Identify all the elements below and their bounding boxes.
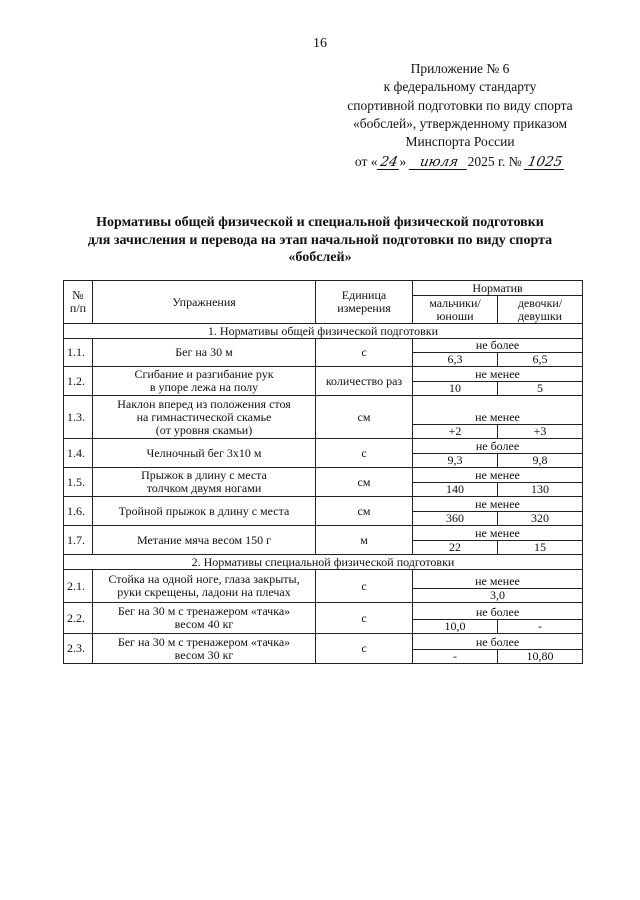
header-boys: мальчики/ юноши <box>413 296 498 324</box>
exercise-cell <box>93 339 316 367</box>
exercise-line: Метание мяча весом 150 г <box>136 532 272 547</box>
page-number: 16 <box>313 36 327 51</box>
exercise-line: Стойка на одной ноге, глаза закрыты, <box>108 572 300 586</box>
norm-boys-value: +2 <box>413 425 498 439</box>
exercise-line: Бег на 30 м <box>175 345 233 359</box>
title-line: Нормативы общей физической и специальной физической подготовки <box>96 215 544 230</box>
norm-girls-value: 15 <box>498 541 583 555</box>
norm-value: 3,0 <box>413 589 583 603</box>
exercise-cell <box>93 603 316 634</box>
row-number: 2.1. <box>64 570 93 603</box>
row-number: 1.5. <box>64 468 93 497</box>
norm-boys-value: 6,3 <box>413 353 498 367</box>
norms-table <box>63 280 583 664</box>
exercise-line: Наклон вперед из положения стоя <box>117 396 291 411</box>
table-row <box>64 396 583 425</box>
norm-boys-value: - <box>413 650 498 664</box>
title-line: «бобслей» <box>288 250 352 265</box>
norm-boys-value: 360 <box>413 512 498 526</box>
exercise-line: руки скрещены, ладони на плечах <box>117 585 291 599</box>
table-row <box>64 570 583 589</box>
appendix-line: к федеральному стандарту <box>383 79 537 95</box>
norm-girls-value: 5 <box>498 382 583 396</box>
row-number: 1.7. <box>64 526 93 555</box>
norm-girls-value: 9,8 <box>498 454 583 468</box>
norm-girls-value: +3 <box>498 425 583 439</box>
order-date-line <box>340 153 580 171</box>
table-row <box>64 439 583 454</box>
header-norm: Норматив <box>413 281 583 296</box>
table-row <box>64 526 583 541</box>
appendix-block <box>340 60 580 172</box>
row-number: 1.1. <box>64 339 93 367</box>
exercise-cell <box>93 570 316 603</box>
unit-cell: с <box>316 634 413 664</box>
table-row <box>64 468 583 483</box>
norm-boys-value: 140 <box>413 483 498 497</box>
limit-cell: не более <box>413 339 583 353</box>
unit-cell: с <box>316 339 413 367</box>
norm-boys-value: 9,3 <box>413 454 498 468</box>
norm-boys-value: 10 <box>413 382 498 396</box>
exercise-line: толчком двумя ногами <box>146 481 262 495</box>
section-title: 1. Нормативы общей физической подготовки <box>64 324 583 339</box>
row-number: 1.3. <box>64 396 93 439</box>
norm-girls-value: - <box>498 620 583 634</box>
unit-cell: см <box>316 497 413 526</box>
limit-cell: не менее <box>413 570 583 589</box>
table-row <box>64 367 583 382</box>
exercise-line: Прыжок в длину с места <box>141 468 267 482</box>
row-number: 1.6. <box>64 497 93 526</box>
appendix-line: спортивной подготовки по виду спорта <box>347 97 573 113</box>
document-title <box>60 214 580 267</box>
exercise-line: в упоре лежа на полу <box>149 380 259 394</box>
unit-cell: м <box>316 526 413 555</box>
row-number: 2.2. <box>64 603 93 634</box>
section-row <box>64 324 583 339</box>
unit-cell: количество раз <box>316 367 413 396</box>
row-number: 1.4. <box>64 439 93 468</box>
exercise-line: (от уровня скамьи) <box>155 422 253 437</box>
limit-cell: не менее <box>413 367 583 382</box>
exercise-cell <box>93 439 316 468</box>
table-header-row <box>64 281 583 296</box>
norm-girls-value: 320 <box>498 512 583 526</box>
exercise-line: Бег на 30 м с тренажером «тачка» <box>117 634 291 649</box>
limit-cell: не более <box>413 439 583 454</box>
header-girls: девочки/ девушки <box>498 296 583 324</box>
limit-cell: не более <box>413 634 583 650</box>
handwritten-day: 24 <box>376 155 401 170</box>
norm-boys-value: 22 <box>413 541 498 555</box>
norm-boys-value: 10,0 <box>413 620 498 634</box>
appendix-line: Минспорта России <box>405 134 515 150</box>
exercise-line: Челночный бег 3х10 м <box>146 445 262 460</box>
exercise-cell <box>93 634 316 664</box>
handwritten-month: июля <box>408 155 469 170</box>
limit-cell: не менее <box>413 396 583 425</box>
title-line: для зачисления и перевода на этап начальной подготовки по виду спорта <box>87 232 553 248</box>
section-title: 2. Нормативы специальной физической подготовки <box>64 555 583 570</box>
date-day-close: » <box>399 154 407 170</box>
date-year: 2025 г. № <box>467 154 522 170</box>
exercise-line: Тройной прыжок в длину с места <box>118 503 290 518</box>
header-no: № п/п <box>64 281 93 324</box>
table-row <box>64 339 583 353</box>
unit-cell: с <box>316 439 413 468</box>
exercise-cell <box>93 396 316 439</box>
exercise-line: на гимнастической скамье <box>136 409 272 424</box>
exercise-cell <box>93 497 316 526</box>
row-number: 2.3. <box>64 634 93 664</box>
date-prefix: от « <box>354 154 378 170</box>
appendix-line: Приложение № 6 <box>410 61 510 76</box>
norm-girls-value: 130 <box>498 483 583 497</box>
exercise-line: Бег на 30 м с тренажером «тачка» <box>117 604 291 618</box>
table-row <box>64 634 583 650</box>
section-row <box>64 555 583 570</box>
header-exercise: Упражнения <box>93 281 316 324</box>
limit-cell: не менее <box>413 497 583 512</box>
exercise-cell <box>93 468 316 497</box>
exercise-line: Сгибание и разгибание рук <box>134 367 274 381</box>
unit-cell: с <box>316 570 413 603</box>
row-number: 1.2. <box>64 367 93 396</box>
norm-girls-value: 10,80 <box>498 650 583 664</box>
limit-cell: не менее <box>413 526 583 541</box>
limit-cell: не более <box>413 603 583 620</box>
table-row <box>64 603 583 620</box>
appendix-line: «бобслей», утвержденному приказом <box>352 115 567 131</box>
exercise-cell <box>93 367 316 396</box>
header-unit: Единица измерения <box>316 281 413 324</box>
unit-cell: с <box>316 603 413 634</box>
norms-table-body <box>64 281 583 664</box>
norm-girls-value: 6,5 <box>498 353 583 367</box>
exercise-line: весом 30 кг <box>174 647 234 662</box>
unit-cell: см <box>316 468 413 497</box>
table-row <box>64 497 583 512</box>
limit-cell: не менее <box>413 468 583 483</box>
exercise-cell <box>93 526 316 555</box>
unit-cell: см <box>316 396 413 439</box>
handwritten-order-number: 1025 <box>524 155 567 170</box>
exercise-line: весом 40 кг <box>174 617 234 631</box>
